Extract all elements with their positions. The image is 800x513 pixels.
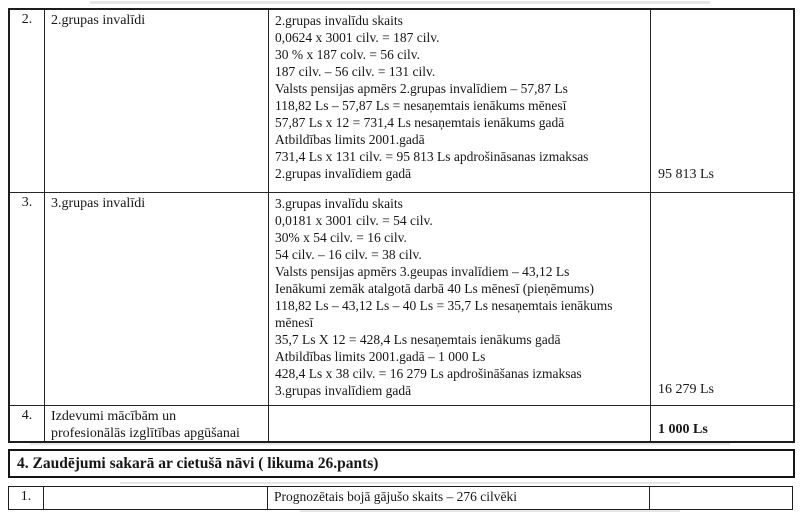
calc-line: Valsts pensijas apmērs 3.geupas invalīdiem – 43,12 Ls: [275, 264, 570, 279]
calc-line: 57,87 Ls x 12 = 731,4 Ls nesaņemtais ienākums gadā: [275, 115, 565, 130]
calculation-cell: [268, 406, 650, 441]
table-row-fatalities: [9, 487, 792, 509]
calc-line: 118,82 Ls – 57,87 Ls = nesaņemtais ienākums mēnesī: [275, 98, 567, 113]
death-losses-table: [8, 486, 793, 510]
calc-line: 3.grupas invalīdu skaits: [275, 196, 403, 211]
amount-value: 95 813 Ls: [658, 167, 714, 182]
item-label: profesionālās izglītības apgūšanai: [51, 426, 240, 441]
calc-line: 0,0181 x 3001 cilv. = 54 cilv.: [275, 213, 433, 228]
calc-line: 428,4 Ls x 38 cilv. = 16 279 Ls apdrošināšanas izmaksas: [275, 366, 582, 381]
scan-artifact: [90, 1, 710, 4]
item-label-cell: [44, 193, 268, 405]
calc-line: 54 cilv. – 16 cilv. = 38 cilv.: [275, 247, 422, 262]
amount-cell: [650, 406, 793, 441]
amount-cell: [649, 487, 792, 509]
row-number-cell: 2.: [21, 12, 33, 27]
item-label: Izdevumi mācībām un: [51, 409, 177, 424]
calc-line: Atbildības limits 2001.gadā: [275, 132, 425, 147]
calc-line: Atbildības limits 2001.gadā – 1 000 Ls: [275, 349, 486, 364]
scan-artifact: [30, 443, 730, 445]
amount-cell: [650, 10, 793, 192]
table-row-group2-invalids: [10, 10, 793, 192]
section-title: 4. Zaudējumi sakarā ar cietušā nāvi ( likuma 26.pants): [17, 455, 379, 472]
table-row-education-expenses: [10, 405, 793, 441]
compensation-table: [8, 8, 795, 443]
calc-line: Valsts pensijas apmērs 2.grupas invalīdiem – 57,87 Ls: [275, 81, 568, 96]
item-label-cell: [43, 487, 267, 509]
calculation-cell: [268, 10, 650, 192]
calc-line: 0,0624 x 3001 cilv. = 187 cilv.: [275, 30, 440, 45]
row-number-cell: 4.: [21, 408, 33, 423]
scan-artifact: [120, 482, 680, 484]
scan-artifact: [300, 510, 680, 512]
item-label-cell: [44, 10, 268, 192]
item-label-cell: [44, 406, 268, 441]
item-label: 3.grupas invalīdi: [51, 196, 146, 211]
amount-value: 1 000 Ls: [658, 422, 708, 437]
amount-cell: [650, 193, 793, 405]
calculation-cell: [268, 193, 650, 405]
calc-line: 187 cilv. – 56 cilv. = 131 cilv.: [275, 64, 436, 79]
calc-line: 118,82 Ls – 43,12 Ls – 40 Ls = 35,7 Ls nesaņemtais ienākums: [275, 298, 613, 313]
calc-line: 2.grupas invalīdu skaits: [275, 13, 403, 28]
calc-line: 731,4 Ls x 131 cilv. = 95 813 Ls apdrošināsanas izmaksas: [275, 149, 589, 164]
calc-line: Ienākumi zemāk atalgotā darbā 40 Ls mēnesī (pieņēmums): [275, 281, 595, 296]
calc-line: 35,7 Ls X 12 = 428,4 Ls nesaņemtais ienākums gadā: [275, 332, 561, 347]
calc-line: 2.grupas invalīdiem gadā: [275, 166, 412, 181]
row-number-cell: 1.: [20, 489, 32, 504]
calc-line: 3.grupas invalīdiem gadā: [275, 383, 412, 398]
row-number-cell: 3.: [21, 195, 33, 210]
calc-line: Prognozētais bojā gājušo skaits – 276 cilvēki: [274, 489, 517, 504]
item-label: 2.grupas invalīdi: [51, 13, 146, 28]
calc-line: mēnesī: [275, 315, 314, 330]
calculation-cell: [267, 487, 649, 509]
amount-value: 16 279 Ls: [658, 382, 714, 397]
calc-line: 30 % x 187 colv. = 56 cilv.: [275, 47, 420, 62]
calc-line: 30% x 54 cilv. = 16 cilv.: [275, 230, 407, 245]
section-header: [8, 449, 795, 478]
table-row-group3-invalids: [10, 192, 793, 405]
